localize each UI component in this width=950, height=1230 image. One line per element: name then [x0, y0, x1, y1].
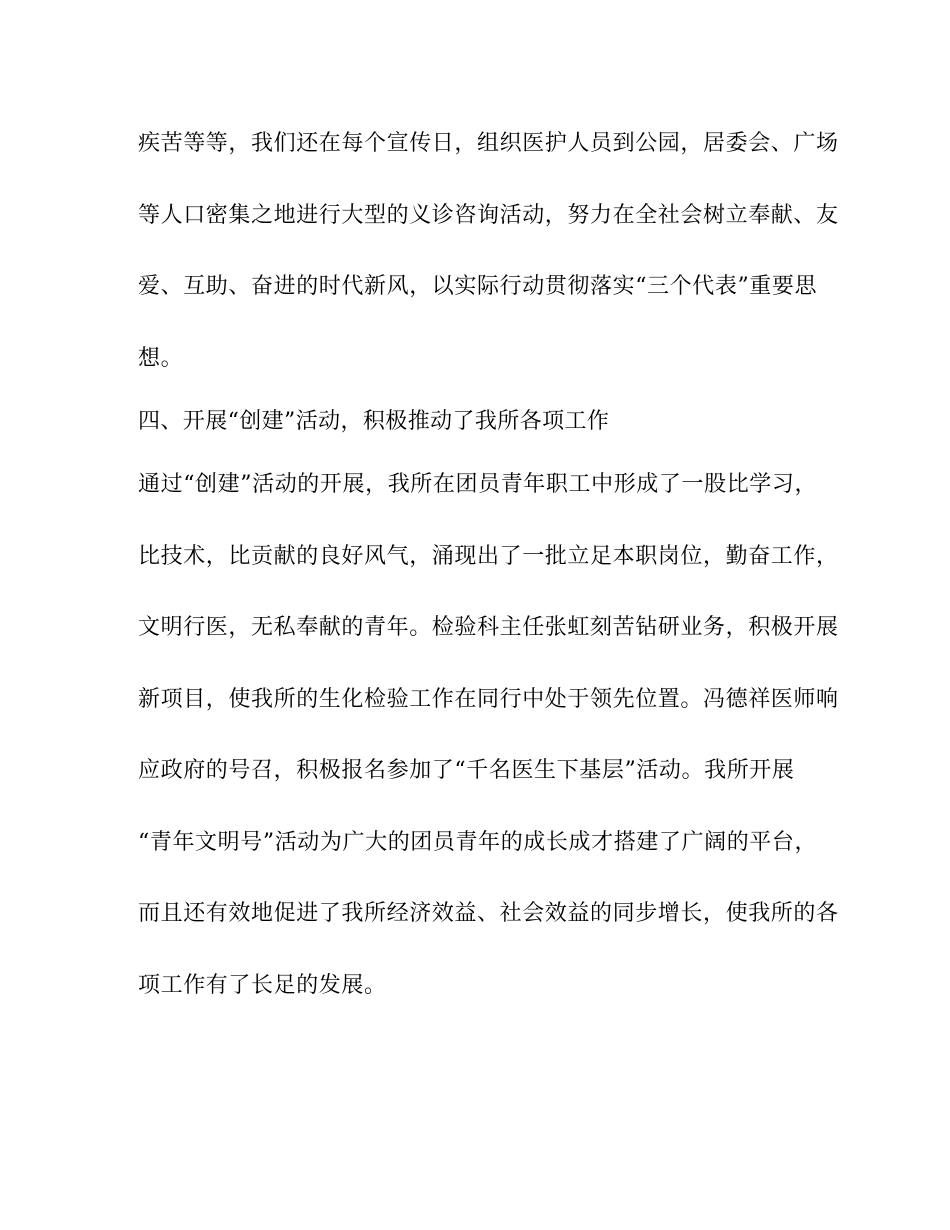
body-text-line: 应政府的号召，积极报名参加了“千名医生下基层”活动。我所开展 [138, 758, 795, 783]
body-text-line: 等人口密集之地进行大型的义诊咨询活动，努力在全社会树立奉献、友 [138, 203, 839, 228]
body-text-line: 文明行医，无私奉献的青年。检验科主任张虹刻苦钻研业务，积极开展 [138, 615, 839, 640]
body-text-line: 爱、互助、奋进的时代新风，以实际行动贯彻落实“三个代表”重要思 [138, 274, 818, 299]
body-text-line: 疾苦等等，我们还在每个宣传日，组织医护人员到公园，居委会、广场 [138, 131, 839, 156]
section-heading: 四、开展“创建”活动，积极推动了我所各项工作 [138, 409, 610, 434]
body-text-line: 通过“创建”活动的开展，我所在团员青年职工中形成了一股比学习， [138, 472, 818, 497]
body-text-line: 比技术，比贡献的良好风气，涌现出了一批立足本职岗位，勤奋工作， [138, 544, 839, 569]
body-text-line: “青年文明号”活动为广大的团员青年的成长成才搭建了广阔的平台， [138, 830, 818, 855]
body-text-line: 而且还有效地促进了我所经济效益、社会效益的同步增长，使我所的各 [138, 901, 839, 926]
body-text-line: 想。 [138, 346, 184, 371]
body-text-line: 项工作有了长足的发展。 [138, 973, 387, 998]
body-text-line: 新项目，使我所的生化检验工作在同行中处于领先位置。冯德祥医师响 [138, 687, 839, 712]
